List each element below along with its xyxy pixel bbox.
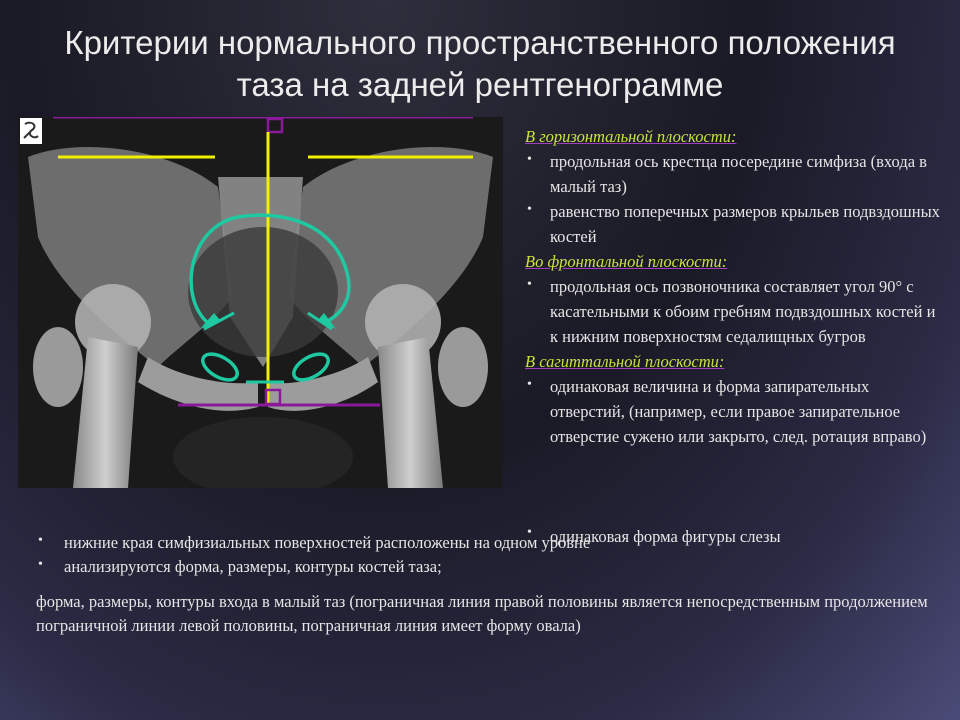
- title-line-1: Критерии нормального пространственного положения: [64, 24, 896, 61]
- bottom-bullet-1: • нижние края симфизиальных поверхностей расположены на одном уровне: [36, 531, 936, 555]
- pelvic-inlet-shadow: [188, 227, 338, 357]
- heading-sagittal: В сагиттальной плоскости:: [525, 352, 725, 371]
- horizontal-item-2: • равенство поперечных размеров крыльев подвздошных костей: [525, 199, 945, 249]
- presentation-logo-icon: [20, 118, 42, 144]
- slide-title: [0, 22, 960, 106]
- pelvis-xray-image: [18, 117, 503, 488]
- horizontal-item-1: • продольная ось крестца посередине симфиза (входа в малый таз): [525, 149, 945, 199]
- criteria-column: [525, 124, 945, 449]
- title-line-2: таза на задней рентгенограмме: [236, 66, 724, 103]
- right-trochanter: [438, 327, 488, 407]
- bottom-text-block: [36, 531, 936, 635]
- xray-drawing: [18, 117, 503, 488]
- sagittal-item-1: • одинаковая величина и форма запирательных отверстий, (например, если правое запирательное отверстие сужено или закрыто, след. ротация вправо): [525, 374, 945, 449]
- frontal-item-1: • продольная ось позвоночника составляет угол 90° с касательными к обоим гребням подвздошных костей и к нижним поверхностям седалищных бугров: [525, 274, 945, 349]
- bottom-paragraph: форма, размеры, контуры входа в малый таз (пограничная линия правой половины является непосредственным продолжением пограничной линии левой половины, пограничная линия имеет форму овала): [36, 592, 928, 635]
- heading-frontal: Во фронтальной плоскости:: [525, 252, 728, 271]
- sagittal-item-2: • одинаковая форма фигуры слезы: [525, 527, 781, 547]
- heading-horizontal: В горизонтальной плоскости:: [525, 127, 737, 146]
- left-trochanter: [33, 327, 83, 407]
- bottom-bullet-2: • анализируются форма, размеры, контуры костей таза;: [36, 555, 936, 579]
